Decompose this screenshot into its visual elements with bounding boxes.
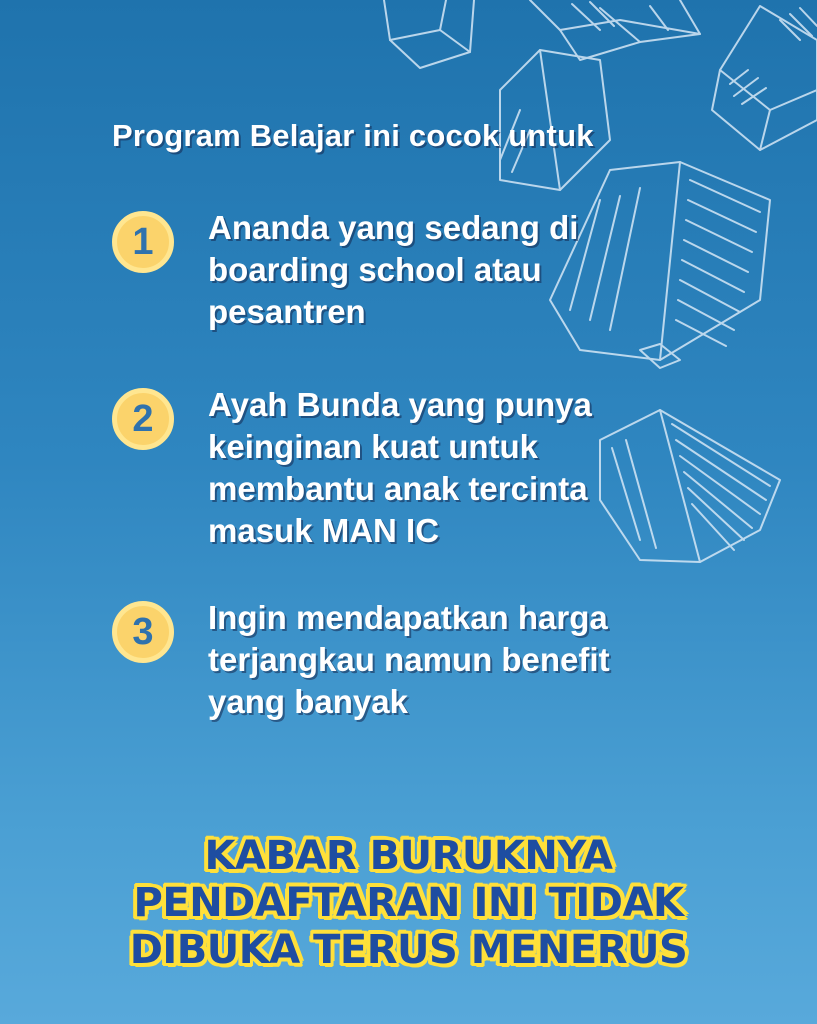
banner-line: PENDAFTARAN INI TIDAK — [133, 880, 684, 926]
number-badge-label: 1 — [132, 221, 154, 263]
closing-warning-banner — [0, 833, 817, 974]
text-line: Ayah Bunda yang punya — [208, 386, 592, 423]
text-line: boarding school atau — [208, 251, 542, 288]
banner-line: KABAR BURUKNYA — [204, 833, 613, 879]
text-line: masuk MAN IC — [208, 512, 440, 549]
text-line: membantu anak tercinta — [208, 470, 588, 507]
page-title: Program Belajar ini cocok untuk — [112, 118, 594, 153]
text-line: terjangkau namun benefit — [208, 641, 610, 678]
text-line: Ananda yang sedang di — [208, 209, 579, 246]
number-badge-label: 3 — [132, 611, 154, 653]
number-badge-3 — [112, 601, 174, 663]
number-badge-2 — [112, 388, 174, 450]
text-line: Ingin mendapatkan harga — [208, 599, 608, 636]
list-item-text — [208, 597, 728, 723]
text-line: keinginan kuat untuk — [208, 428, 539, 465]
number-badge-label: 2 — [132, 398, 154, 440]
number-badge-1 — [112, 211, 174, 273]
list-item-text — [208, 384, 728, 552]
list-item-text — [208, 207, 728, 333]
text-line: yang banyak — [208, 683, 408, 720]
text-line: pesantren — [208, 293, 366, 330]
banner-line: DIBUKA TERUS MENERUS — [129, 927, 688, 973]
